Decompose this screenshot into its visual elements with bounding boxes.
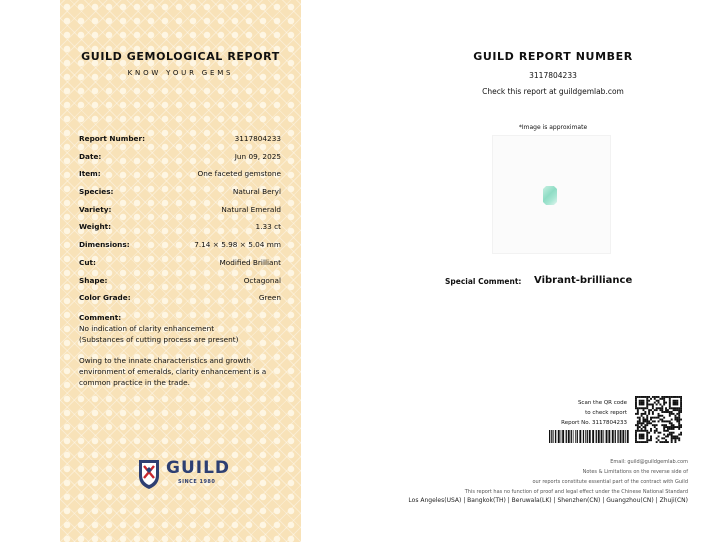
field-date: [79, 152, 281, 170]
special-comment-label: Special Comment:: [445, 277, 522, 286]
field-color-grade: [79, 293, 281, 311]
footer-note: Notes & Limitations on the reverse side of: [582, 469, 688, 475]
qr-caption: to check report: [585, 410, 627, 416]
field-species: [79, 187, 281, 205]
field-value: Octagonal: [243, 275, 281, 285]
field-label: Color Grade:: [79, 293, 131, 303]
field-label: Cut:: [79, 257, 96, 267]
field-label: Weight:: [79, 222, 112, 232]
special-comment-value: Vibrant-brilliance: [534, 275, 633, 286]
report-number: 3117804233: [529, 71, 577, 80]
qr-caption-report-no: Report No. 3117804233: [561, 420, 627, 426]
comment-paragraph: Owing to the innate characteristics and growth environment of emeralds, clarity enhancement is a common practice in the trade.: [79, 356, 267, 387]
footer-note: This report has no function of proof and legal effect under the Chinese National Standard: [464, 489, 688, 495]
report-number-title: GUILD REPORT NUMBER: [473, 50, 633, 63]
field-label: Variety:: [79, 204, 112, 214]
report-left-panel: [60, 0, 301, 542]
comment-line: (Substances of cutting process are present): [79, 334, 239, 344]
field-value: Natural Beryl: [232, 187, 281, 197]
image-note: *Image is approximate: [518, 124, 588, 131]
guild-shield-icon: [137, 458, 161, 490]
footer-note: our reports constitute essential part of the contract with Guild: [532, 479, 688, 485]
comment-clarity: [79, 324, 284, 346]
gem-image: [492, 135, 611, 254]
field-label: Date:: [79, 151, 102, 161]
barcode-icon: [549, 430, 629, 443]
field-value: Green: [258, 293, 281, 303]
field-variety: [79, 205, 281, 223]
comment-title: Comment:: [79, 313, 122, 322]
field-label: Species:: [79, 187, 114, 197]
footer-locations: Los Angeles(USA) | Bangkok(TH) | Beruwala(LK) | Shenzhen(CN) | Guangzhou(CN) | Zhuji(CN): [408, 497, 688, 504]
report-title: GUILD GEMOLOGICAL REPORT: [81, 50, 280, 63]
field-value: Jun 09, 2025: [234, 151, 281, 161]
field-value: 1.33 ct: [255, 222, 281, 232]
field-weight: [79, 222, 281, 240]
footer-email: Email: guild@guildgemlab.com: [610, 459, 688, 465]
logo-name: GUILD: [166, 458, 231, 478]
field-item: [79, 169, 281, 187]
field-value: 3117804233: [234, 134, 281, 143]
field-label: Shape:: [79, 275, 108, 285]
field-value: Natural Emerald: [221, 204, 281, 214]
logo-since: SINCE 1980: [178, 479, 216, 485]
emerald-gem-icon: [543, 186, 557, 205]
field-label: Item:: [79, 169, 101, 179]
field-dimensions: [79, 240, 281, 258]
field-cut: [79, 258, 281, 276]
field-value: One faceted gemstone: [197, 169, 281, 179]
comment-line: No indication of clarity enhancement: [79, 324, 215, 333]
report-subtitle: KNOW YOUR GEMS: [127, 69, 234, 77]
check-report-link[interactable]: Check this report at guildgemlab.com: [482, 87, 624, 96]
field-value: Modified Brilliant: [219, 257, 281, 267]
qr-caption: Scan the QR code: [577, 400, 627, 406]
qr-code-icon[interactable]: [635, 396, 682, 443]
field-report-number: [79, 134, 281, 152]
report-right-panel: [400, 0, 720, 542]
field-label: Report Number:: [79, 134, 146, 143]
field-label: Dimensions:: [79, 240, 130, 250]
field-value: 7.14 × 5.98 × 5.04 mm: [194, 240, 281, 250]
field-shape: [79, 276, 281, 294]
guild-logo: [137, 458, 231, 492]
report-fields: [79, 134, 281, 311]
